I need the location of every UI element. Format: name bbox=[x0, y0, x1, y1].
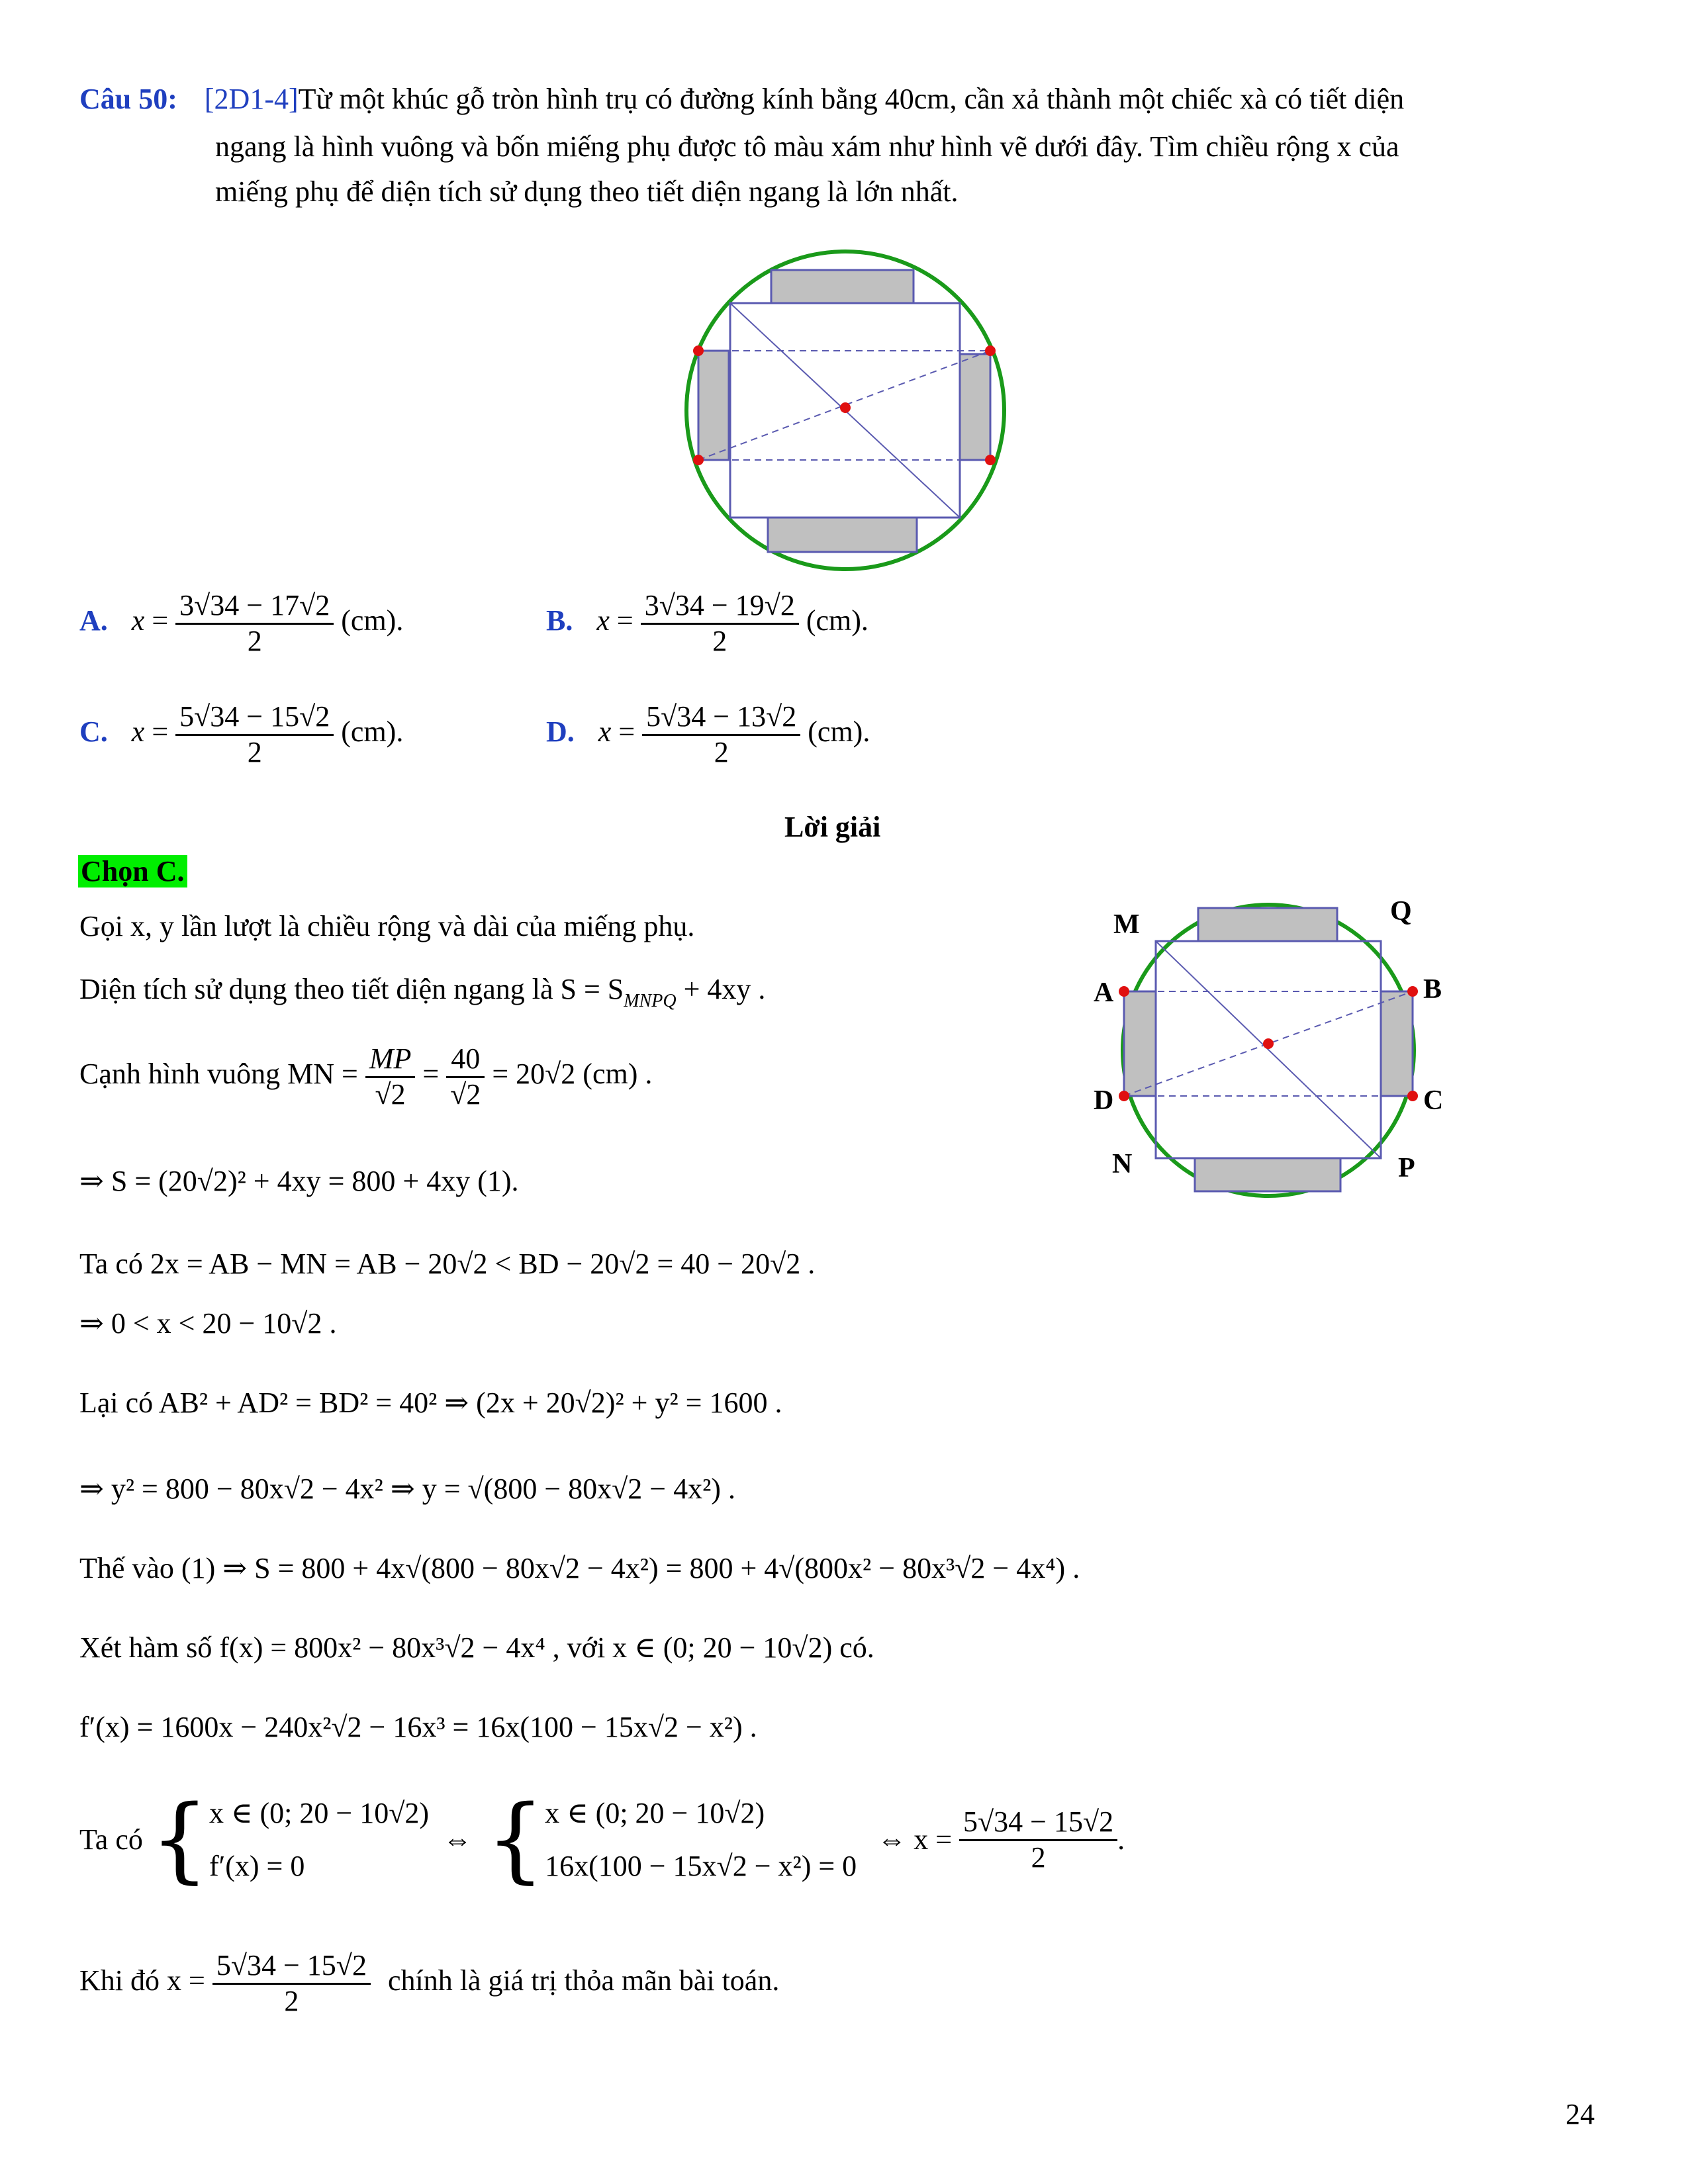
diagonal-mp bbox=[1156, 941, 1381, 1158]
point-c bbox=[1407, 1091, 1418, 1101]
side-piece-right bbox=[1381, 991, 1413, 1096]
solution-line-10: Xét hàm số f(x) = 800x² − 80x³√2 − 4x⁴ , với x ∈ (0; 20 − 10√2) có. bbox=[79, 1631, 874, 1664]
question-text-3: miếng phụ để diện tích sử dụng theo tiết diện ngang là lớn nhất. bbox=[215, 175, 959, 208]
solution-line-9: Thế vào (1) ⇒ S = 800 + 4x√(800 − 80x√2 − 4x²) = 800 + 4√(800x² − 80x³√2 − 4x⁴) . bbox=[79, 1552, 1080, 1584]
solution-line-1: Gọi x, y lần lượt là chiều rộng và dài của miếng phụ. bbox=[79, 910, 695, 942]
label-b: B bbox=[1423, 974, 1442, 1005]
solution-line-6: ⇒ 0 < x < 20 − 10√2 . bbox=[79, 1307, 337, 1340]
solution-line-2: Diện tích sử dụng theo tiết diện ngang là $S = S_{MNPQ} + 4xy$ . bbox=[79, 973, 766, 1011]
figure-solution bbox=[1079, 880, 1463, 1238]
solution-heading: Lời giải bbox=[784, 811, 881, 843]
option-b-unit: (cm). bbox=[806, 604, 868, 637]
label-d: D bbox=[1094, 1085, 1114, 1116]
solution-line-3: Cạnh hình vuông MN = $\frac{MP}{√2}$ = $\frac{40}{√2}$ = 20√2 (cm) . bbox=[79, 1042, 653, 1111]
point bbox=[985, 455, 996, 465]
question-text-2: ngang là hình vuông và bốn miếng phụ được tô màu xám như hình vẽ dưới đây. Tìm chiều rộng x của bbox=[215, 130, 1399, 163]
solution-line-4: ⇒ S = (20√2)² + 4xy = 800 + 4xy (1). bbox=[79, 1165, 519, 1197]
option-a-unit: (cm). bbox=[341, 604, 404, 637]
solution-line-11: f′(x) = 1600x − 240x²√2 − 16x³ = 16x(100 − 15x√2 − x²) . bbox=[79, 1711, 757, 1743]
option-a: A. x = $\frac{3√34 - 17√2}{2}$ (cm). bbox=[79, 589, 404, 657]
option-d-fraction: $\frac{5√34 - 13√2}{2}$ bbox=[642, 700, 800, 769]
option-c-label: C. bbox=[79, 715, 108, 749]
side-piece-bottom bbox=[768, 518, 917, 552]
option-c-fraction: $\frac{5√34 - 15√2}{2}$ bbox=[175, 700, 334, 769]
label-m: M bbox=[1113, 909, 1140, 940]
question-line-1 bbox=[79, 76, 1404, 122]
side-piece-bottom bbox=[1195, 1158, 1340, 1191]
option-d-unit: (cm). bbox=[808, 715, 870, 749]
question-text-1: Từ một khúc gỗ tròn hình trụ có đường kính bằng 40cm, cần xả thành một chiếc xà có tiết diện bbox=[298, 83, 1405, 115]
option-b-label: B. bbox=[546, 604, 573, 637]
option-c-unit: (cm). bbox=[341, 715, 404, 749]
point-a bbox=[1119, 986, 1129, 997]
option-d: D. x = $\frac{5√34 - 13√2}{2}$ (cm). bbox=[546, 700, 870, 768]
option-b: B. x = $\frac{3√34 - 19√2}{2}$ (cm). bbox=[546, 589, 868, 657]
option-b-fraction: $\frac{3√34 - 19√2}{2}$ bbox=[641, 589, 799, 658]
side-piece-top bbox=[1198, 908, 1337, 941]
option-c: C. x = $\frac{5√34 - 15√2}{2}$ (cm). bbox=[79, 700, 404, 768]
side-piece-left bbox=[1124, 991, 1156, 1096]
question-tag: [2D1-4] bbox=[204, 83, 299, 115]
label-a: A bbox=[1094, 978, 1114, 1008]
option-d-label: D. bbox=[546, 715, 575, 749]
solution-line-7: Lại có AB² + AD² = BD² = 40² ⇒ (2x + 20√2)² + y² = 1600 . bbox=[79, 1387, 782, 1419]
point-b bbox=[1407, 986, 1418, 997]
label-c: C bbox=[1423, 1085, 1444, 1116]
solution-line-13: Khi đó x = $\frac{5√34 - 15√2}{2}$ chính là giá trị thỏa mãn bài toán. bbox=[79, 1949, 780, 2017]
center-point bbox=[1263, 1038, 1274, 1049]
side-piece-top bbox=[771, 270, 914, 303]
label-q: Q bbox=[1390, 896, 1412, 927]
solution-line-5: Ta có 2x = AB − MN = AB − 20√2 < BD − 20√2 = 40 − 20√2 . bbox=[79, 1248, 816, 1280]
option-a-fraction: $\frac{3√34 - 17√2}{2}$ bbox=[175, 589, 334, 658]
side-piece-right bbox=[960, 354, 990, 460]
center-point bbox=[840, 402, 851, 413]
solution-line-12: Ta có { x ∈ (0; 20 − 10√2) f′(x) = 0 ⇔ { x ∈ (0; 20 − 10√2) 16x(100 − 15x√2 − x²) = 0 ⇔ x = $\frac{5√34 - 15√2}{2}$ . bbox=[79, 1786, 1125, 1893]
option-a-label: A. bbox=[79, 604, 108, 637]
page-number: 24 bbox=[1566, 2098, 1595, 2130]
point bbox=[985, 345, 996, 356]
point bbox=[693, 455, 704, 465]
question-label: Câu 50: bbox=[79, 83, 177, 115]
point bbox=[693, 345, 704, 356]
point-d bbox=[1119, 1091, 1129, 1101]
label-p: P bbox=[1398, 1153, 1415, 1183]
chosen-answer bbox=[78, 848, 187, 895]
figure-question bbox=[675, 245, 1019, 576]
solution-line-8: ⇒ y² = 800 − 80x√2 − 4x² ⇒ y = √(800 − 80x√2 − 4x²) . bbox=[79, 1473, 735, 1505]
label-n: N bbox=[1112, 1149, 1133, 1179]
chosen-answer-label: Chọn C. bbox=[78, 855, 187, 887]
side-piece-left bbox=[698, 351, 729, 460]
